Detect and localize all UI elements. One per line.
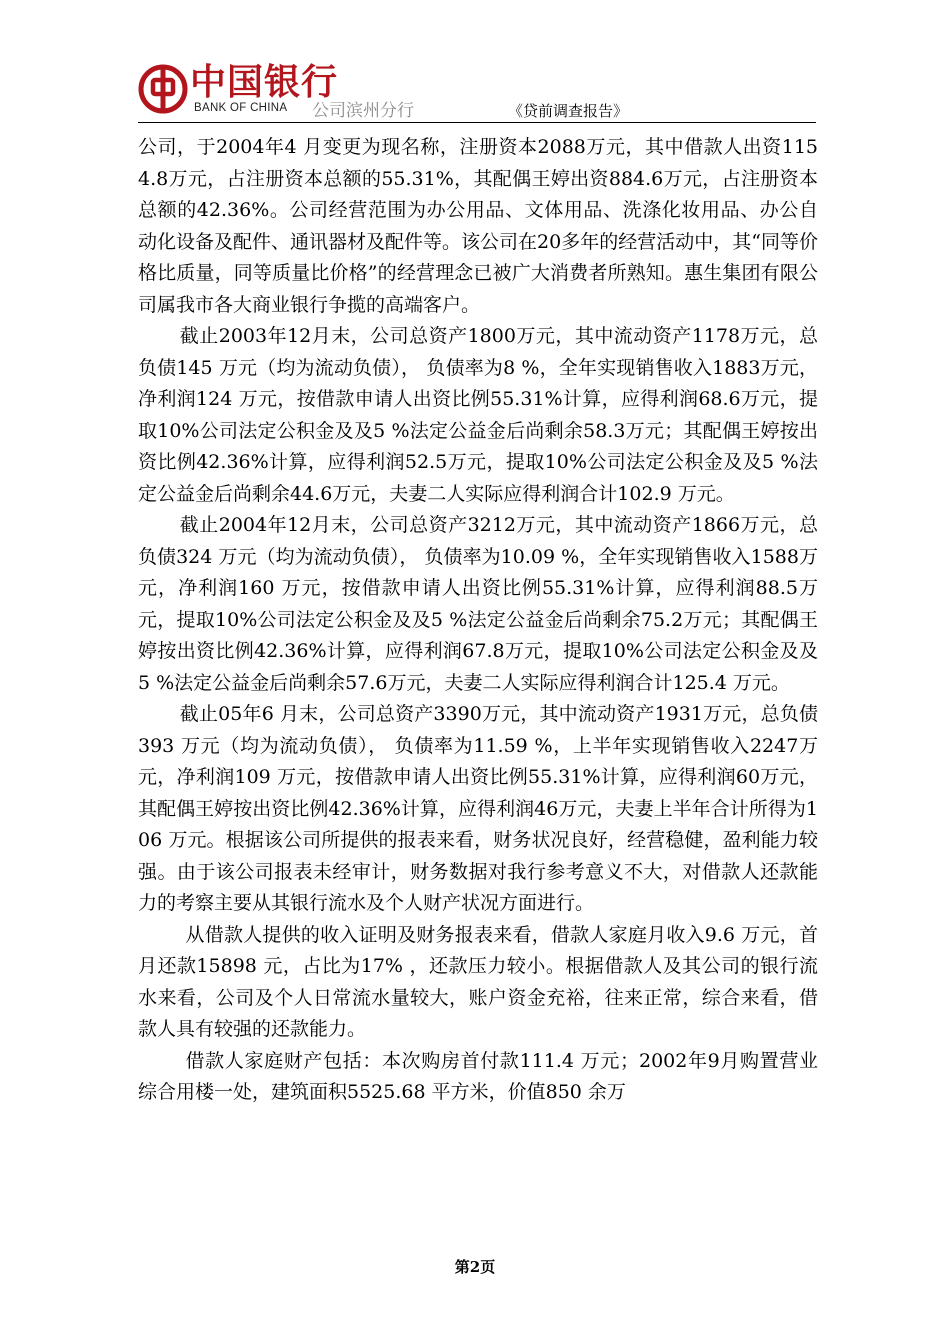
- paragraph-family-assets: 借款人家庭财产包括：本次购房首付款111.4 万元；2002年9月购置营业综合用楼一处，建筑面积5525.68 平方米，价值850 余万: [138, 1049, 818, 1103]
- paragraph-repayment-ability: 从借款人提供的收入证明及财务报表来看，借款人家庭月收入9.6 万元，首月还款15898 元，占比为17% ，还款压力较小。根据借款人及其公司的银行流水来看，公司及个人日常流水量较大，账户资金充裕，往来正常，综合来看，借款人具有较强的还款能力。: [138, 923, 818, 1040]
- logo-english-wordmark: BANK OF CHINA: [194, 102, 288, 114]
- paragraph-company-profile: 公司，于2004年4 月变更为现名称，注册资本2088万元，其中借款人出资1154.8万元，占注册资本总额的55.31%，其配偶王婷出资884.6万元，占注册资本总额的42.36%。公司经营范围为办公用品、文体用品、洗涤化妆用品、办公自动化设备及配件、通讯器材及配件等。该公司在20多年的经营活动中，其“同等价格比质量，同等质量比价格”的经营理念已被广大消费者所熟知。惠生集团有限公司属我市各大商业银行争揽的高端客户。: [138, 136, 818, 316]
- header-divider: [138, 122, 816, 123]
- page-number: 第2页: [454, 1258, 496, 1276]
- paragraph-2003-financials: 截止2003年12月末，公司总资产1800万元，其中流动资产1178万元，总负债145 万元（均为流动负债）， 负债率为8 %，全年实现销售收入1883万元，净利润124 万元，按借款申请人出资比例55.31%计算，应得利润68.6万元，提取10%公司法定公积金及及5 %法定公益金后尚剩余58.3万元；其配偶王婷按出资比例42.36%计算，应得利润52.5万元，提取10%公司法定公积金及及5 %法定公益金后尚剩余44.6万元，夫妻二人实际应得利润合计102.9 万元。: [138, 325, 818, 505]
- page-header: [138, 60, 818, 126]
- bank-of-china-logo-icon: [138, 64, 188, 114]
- logo-chinese-wordmark: 中国银行: [190, 61, 339, 103]
- branch-name: 公司滨州分行: [312, 101, 414, 121]
- paragraph-2004-financials: 截止2004年12月末，公司总资产3212万元，其中流动资产1866万元，总负债324 万元（均为流动负债）， 负债率为10.09 %，全年实现销售收入1588万元，净利润160 万元，按借款申请人出资比例55.31%计算，应得利润88.5万元，提取10%公司法定公积金及及5 %法定公益金后尚剩余75.2万元；其配偶王婷按出资比例42.36%计算，应得利润67.8万元，提取10%公司法定公积金及及5 %法定公益金后尚剩余57.6万元，夫妻二人实际应得利润合计125.4 万元。: [138, 514, 818, 694]
- paragraph-2005-financials: 截止05年6 月末，公司总资产3390万元，其中流动资产1931万元，总负债393 万元（均为流动负债）， 负债率为11.59 %，上半年实现销售收入2247万元，净利润109 万元，按借款申请人出资比例55.31%计算，应得利润60万元，其配偶王婷按出资比例42.36%计算，应得利润46万元，夫妻上半年合计所得为106 万元。根据该公司所提供的报表来看，财务状况良好，经营稳健，盈利能力较强。由于该公司报表未经审计，财务数据对我行参考意义不大，对借款人还款能力的考察主要从其银行流水及个人财产状况方面进行。: [138, 703, 818, 914]
- document-body: [138, 132, 818, 1109]
- report-title: 《贷前调查报告》: [508, 102, 629, 120]
